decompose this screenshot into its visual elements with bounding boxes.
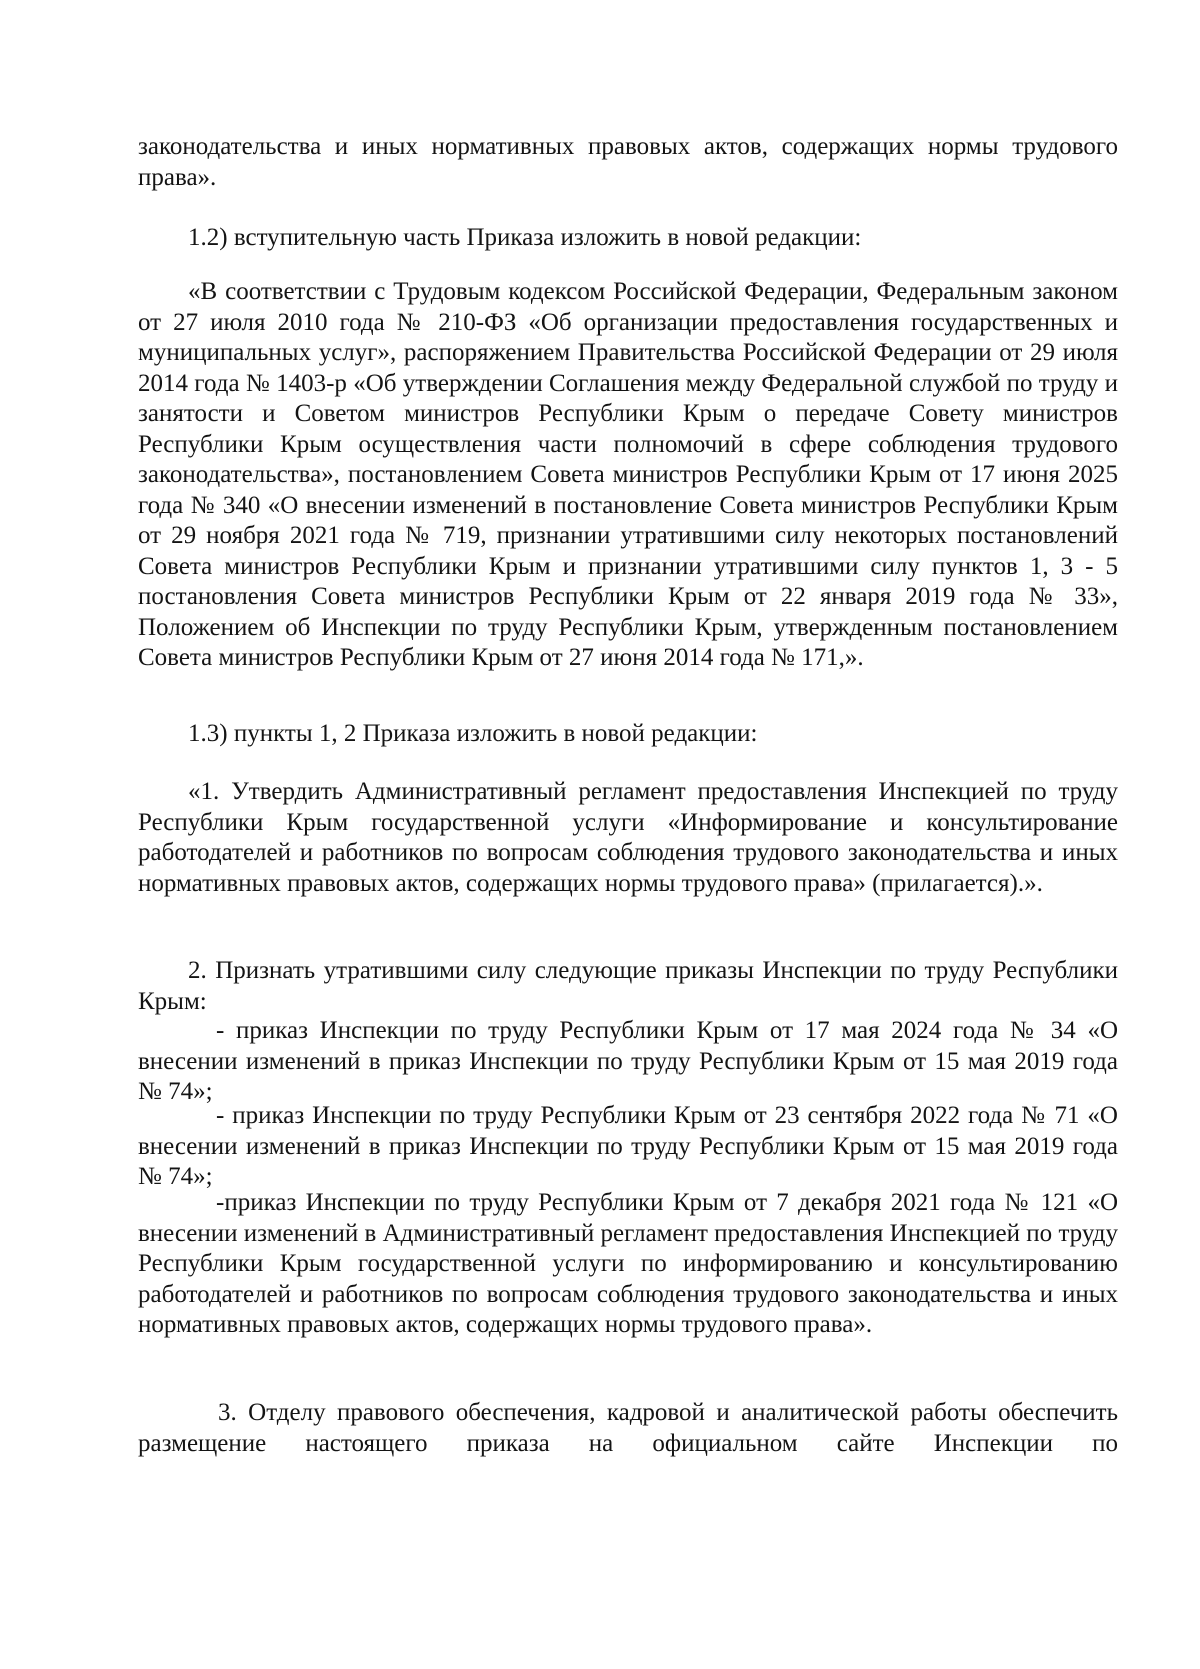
paragraph-item-2: 2. Признать утратившими силу следующие приказы Инспекции по труду Республики Крым: bbox=[138, 957, 1118, 1015]
paragraph-item-2-a: - приказ Инспекции по труду Республики Крым от 17 мая 2024 года № 34 «О внесении изменений в приказ Инспекции по труду Республики Крым от 15 мая 2019 года № 74»; bbox=[138, 1017, 1118, 1105]
paragraph-1-3-heading: 1.3) пункты 1, 2 Приказа изложить в новой редакции: bbox=[188, 720, 758, 747]
paragraph-item-1: «1. Утвердить Административный регламент предоставления Инспекцией по труду Республики Крым государственной услуги «Информирование и консультирование работодателей и работников по вопросам соблюдения трудового законодательства и иных нормативных правовых актов, содержащих нормы трудового права» (прилагается).». bbox=[138, 778, 1118, 897]
paragraph-intro-continuation: законодательства и иных нормативных правовых актов, содержащих нормы трудового права». bbox=[138, 133, 1118, 191]
paragraph-item-3: 3. Отделу правового обеспечения, кадровой и аналитической работы обеспечить размещение настоящего приказа на официальном сайте Инспекции по bbox=[138, 1399, 1118, 1457]
paragraph-item-2-b: - приказ Инспекции по труду Республики Крым от 23 сентября 2022 года № 71 «О внесении изменений в приказ Инспекции по труду Республики Крым от 15 мая 2019 года № 74»; bbox=[138, 1102, 1118, 1190]
paragraph-1-2-text: «В соответствии с Трудовым кодексом Российской Федерации, Федеральным законом от 27 июля 2010 года № 210-ФЗ «Об организации предоставления государственных и муниципальных услуг», распоряжением Правительства Российской Федерации от 29 июля 2014 года № 1403-р «Об утверждении Соглашения между Федеральной службой по труду и занятости и Советом министров Республики Крым о передаче Совету министров Республики Крым осуществления части полномочий в сфере соблюдения трудового законодательства», постановлением Совета министров Республики Крым от 17 июня 2025 года № 340 «О внесении изменений в постановление Совета министров Республики Крым от 29 ноября 2021 года № 719, признании утратившими силу некоторых постановлений Совета министров Республики Крым и признании утратившими силу пунктов 1, 3 - 5 постановления Совета министров Республики Крым от 22 января 2019 года № 33», Положением об Инспекции по труду Республики Крым, утвержденным постановлением Совета министров Республики Крым от 27 июня 2014 года № 171,». bbox=[138, 278, 1118, 671]
paragraph-1-2-heading: 1.2) вступительную часть Приказа изложить в новой редакции: bbox=[188, 224, 862, 251]
paragraph-item-2-c: -приказ Инспекции по труду Республики Крым от 7 декабря 2021 года № 121 «О внесении изменений в Административный регламент предоставления Инспекцией по труду Республики Крым государственной услуги по информированию и консультированию работодателей и работников по вопросам соблюдения трудового законодательства и иных нормативных правовых актов, содержащих нормы трудового права». bbox=[138, 1189, 1118, 1338]
